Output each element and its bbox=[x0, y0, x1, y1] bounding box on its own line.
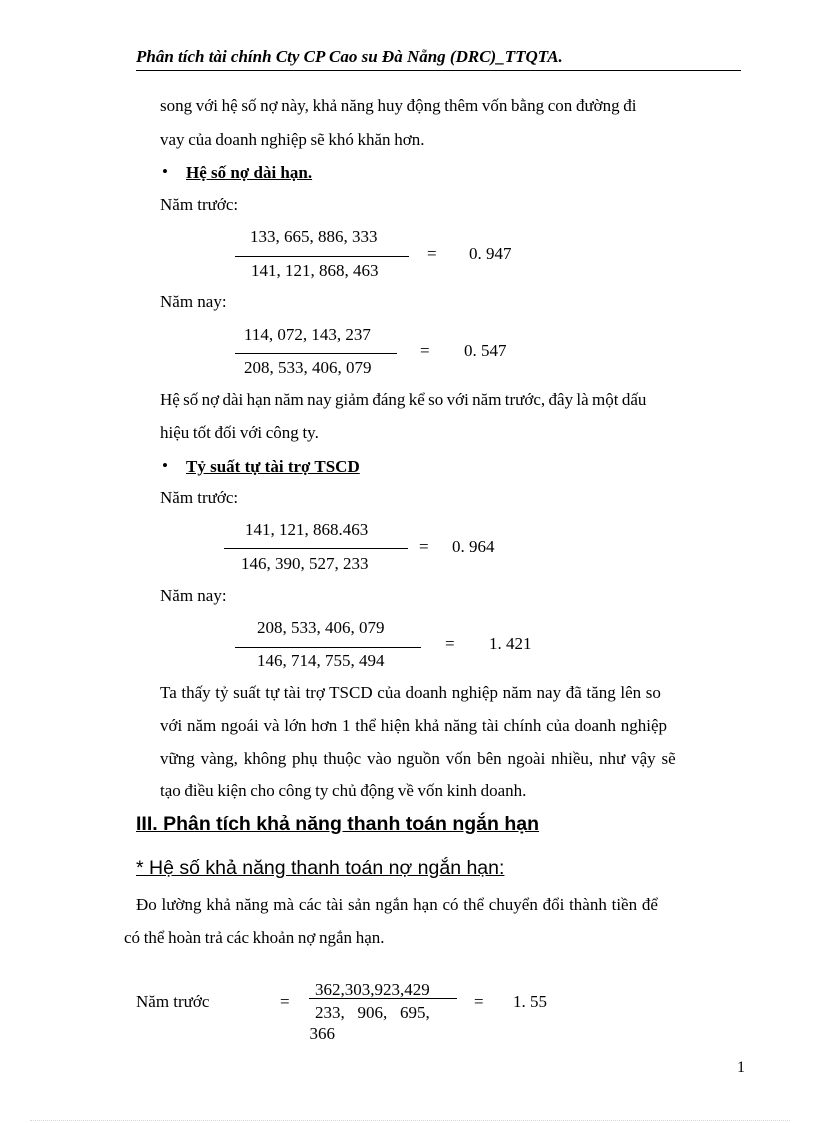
equals-sign: = bbox=[445, 634, 455, 653]
long-term-debt-prev-numerator: 133, 665, 886, 333 bbox=[250, 227, 378, 246]
equals-sign: = bbox=[419, 537, 429, 556]
self-financing-curr-label: Năm nay: bbox=[160, 586, 227, 605]
long-term-debt-heading: Hệ số nợ dài hạn. bbox=[186, 163, 313, 182]
equals-sign: = bbox=[474, 992, 484, 1011]
self-financing-curr-result: 1. 421 bbox=[489, 634, 532, 653]
page-bottom-dotted-edge bbox=[30, 1120, 790, 1121]
long-term-debt-comment-line-1: Hệ số nợ dài hạn năm nay giảm đáng kể so với năm trước, đây là một dấu bbox=[160, 390, 647, 409]
self-financing-curr-numerator: 208, 533, 406, 079 bbox=[257, 618, 385, 637]
long-term-debt-prev-label: Năm trước: bbox=[160, 195, 239, 214]
self-financing-prev-result: 0. 964 bbox=[452, 537, 495, 556]
self-financing-comment-line-4: tạo điều kiện cho công ty chủ động về vốn kinh doanh. bbox=[160, 781, 527, 800]
section-iii-desc-line-1: Đo lường khả năng mà các tài sản ngắn hạn có thể chuyển đổi thành tiền để bbox=[136, 895, 658, 914]
header-rule bbox=[136, 70, 741, 71]
section-iii-numerator: 362,303,923,429 bbox=[315, 980, 430, 999]
long-term-debt-curr-numerator: 114, 072, 143, 237 bbox=[244, 325, 371, 344]
self-financing-curr-denominator: 146, 714, 755, 494 bbox=[257, 651, 385, 670]
fraction-bar bbox=[235, 647, 421, 648]
document-header-title: Phân tích tài chính Cty CP Cao su Đà Nẵng (DRC)_TTQTA. bbox=[136, 47, 563, 66]
long-term-debt-prev-result: 0. 947 bbox=[469, 244, 512, 263]
long-term-debt-curr-result: 0. 547 bbox=[464, 341, 507, 360]
equals-sign: = bbox=[420, 341, 430, 360]
long-term-debt-curr-denominator: 208, 533, 406, 079 bbox=[244, 358, 372, 377]
bullet-icon: • bbox=[162, 456, 168, 475]
self-financing-comment-line-3: vững vàng, không phụ thuộc vào nguồn vốn bên ngoài nhiều, như vậy sẽ bbox=[160, 749, 676, 768]
section-iii-heading: III. Phân tích khả năng thanh toán ngắn hạn bbox=[136, 813, 540, 835]
long-term-debt-prev-denominator: 141, 121, 868, 463 bbox=[251, 261, 379, 280]
fraction-bar bbox=[309, 998, 457, 999]
fraction-bar bbox=[224, 548, 408, 549]
section-iii-desc-line-2: có thể hoàn trả các khoản nợ ngắn hạn. bbox=[124, 928, 385, 947]
page-number: 1 bbox=[737, 1059, 745, 1076]
self-financing-comment-line-2: với năm ngoái và lớn hơn 1 thể hiện khả năng tài chính của doanh nghiệp bbox=[160, 716, 668, 735]
fraction-bar bbox=[235, 353, 397, 354]
section-iii-denominator-line-1: 233, 906, 695, bbox=[315, 1003, 430, 1022]
equals-sign: = bbox=[427, 244, 437, 263]
fraction-bar bbox=[235, 256, 409, 257]
self-financing-heading: Tỷ suất tự tài trợ TSCD bbox=[186, 457, 360, 476]
self-financing-comment-line-1: Ta thấy tỷ suất tự tài trợ TSCD của doanh nghiệp năm nay đã tăng lên so bbox=[160, 683, 661, 702]
intro-line-1: song với hệ số nợ này, khả năng huy động thêm vốn bằng con đường đi bbox=[160, 96, 637, 115]
section-iii-result: 1. 55 bbox=[513, 992, 547, 1011]
section-iii-denominator-line-2: 366 bbox=[309, 1025, 335, 1042]
long-term-debt-comment-line-2: hiệu tốt đối với công ty. bbox=[160, 423, 319, 442]
self-financing-prev-numerator: 141, 121, 868.463 bbox=[245, 520, 369, 539]
bullet-icon: • bbox=[162, 162, 168, 181]
section-iii-prev-label: Năm trước bbox=[136, 992, 210, 1011]
equals-sign: = bbox=[280, 992, 290, 1011]
self-financing-prev-label: Năm trước: bbox=[160, 488, 239, 507]
intro-line-2: vay của doanh nghiệp sẽ khó khăn hơn. bbox=[160, 130, 425, 149]
long-term-debt-curr-label: Năm nay: bbox=[160, 292, 227, 311]
section-iii-subheading: * Hệ số khả năng thanh toán nợ ngắn hạn: bbox=[136, 857, 505, 879]
self-financing-prev-denominator: 146, 390, 527, 233 bbox=[241, 554, 369, 573]
